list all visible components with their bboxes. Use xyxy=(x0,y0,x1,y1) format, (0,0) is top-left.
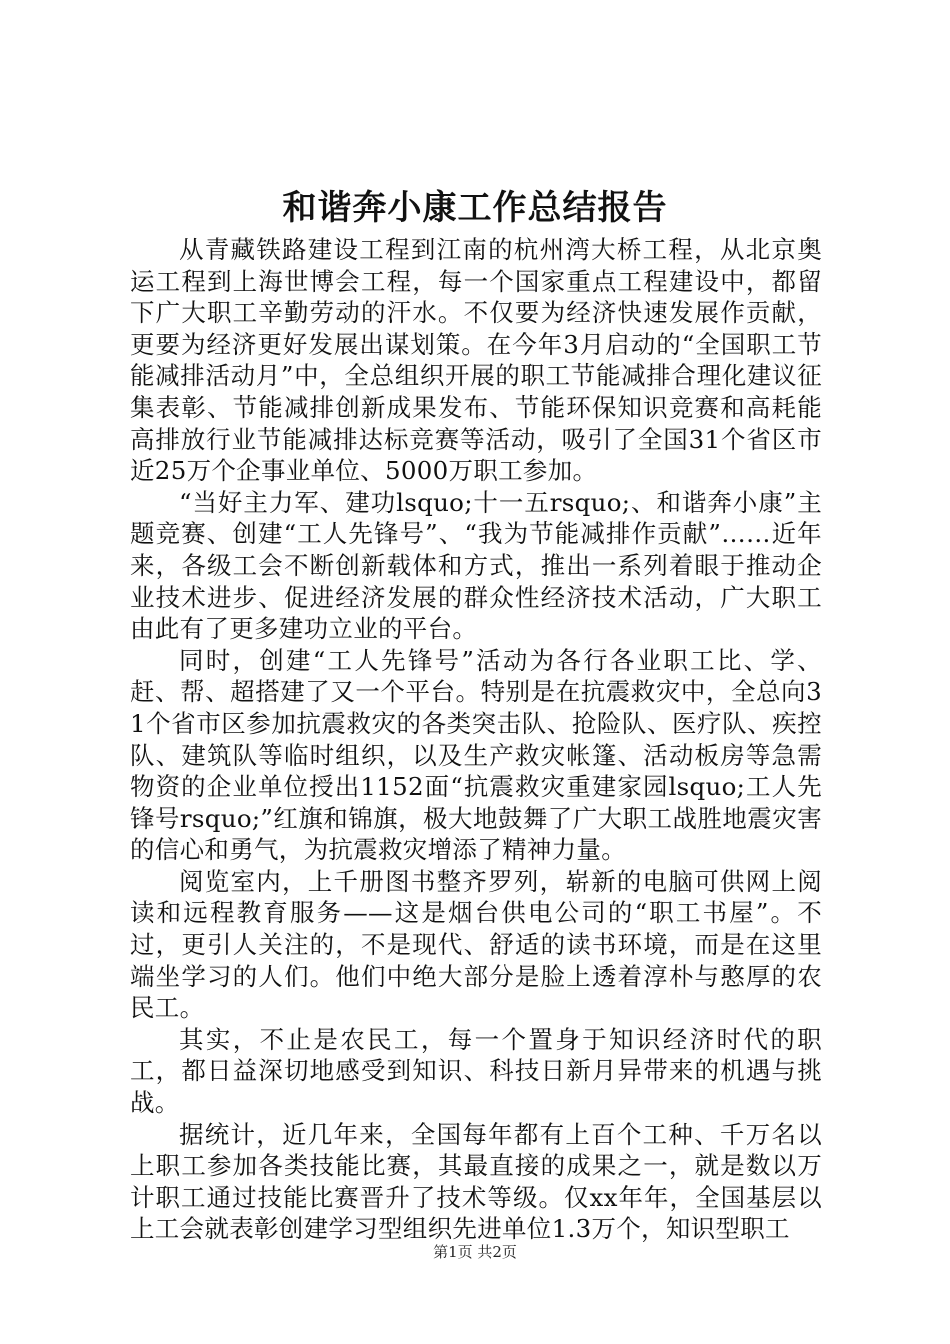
paragraph: 同时，创建“工人先锋号”活动为各行各业职工比、学、赶、帮、超搭建了又一个平台。特别是在抗震救灾中，全总向31个省市区参加抗震救灾的各类突击队、抢险队、医疗队、疾控队、建筑队等临时组织，以及生产救灾帐篷、活动板房等急需物资的企业单位授出1152面“抗震救灾重建家园lsquo;工人先锋号rsquo;”红旗和锦旗，极大地鼓舞了广大职工战胜地震灾害的信心和勇气，为抗震救灾增添了精神力量。 xyxy=(130,645,822,865)
paragraph: 阅览室内，上千册图书整齐罗列，崭新的电脑可供网上阅读和远程教育服务——这是烟台供电公司的“职工书屋”。不过，更引人关注的，不是现代、舒适的读书环境，而是在这里端坐学习的人们。他们中绝大部分是脸上透着淳朴与憨厚的农民工。 xyxy=(130,866,822,1023)
paragraph: “当好主力军、建功lsquo;十一五rsquo;、和谐奔小康”主题竞赛、创建“工人先锋号”、“我为节能减排作贡献”……近年来，各级工会不断创新载体和方式，推出一系列着眼于推动企业技术进步、促进经济发展的群众性经济技术活动，广大职工由此有了更多建功立业的平台。 xyxy=(130,487,822,644)
paragraph: 从青藏铁路建设工程到江南的杭州湾大桥工程，从北京奥运工程到上海世博会工程，每一个国家重点工程建设中，都留下广大职工辛勤劳动的汗水。不仅要为经济快速发展作贡献，更要为经济更好发展出谋划策。在今年3月启动的“全国职工节能减排活动月”中，全总组织开展的职工节能减排合理化建议征集表彰、节能减排创新成果发布、节能环保知识竞赛和高耗能高排放行业节能减排达标竞赛等活动，吸引了全国31个省区市近25万个企事业单位、5000万职工参加。 xyxy=(130,235,822,486)
paragraph: 其实，不止是农民工，每一个置身于知识经济时代的职工，都日益深切地感受到知识、科技日新月异带来的机遇与挑战。 xyxy=(130,1024,822,1118)
paragraph: 据统计，近几年来，全国每年都有上百个工种、千万名以上职工参加各类技能比赛，其最直接的成果之一，就是数以万计职工通过技能比赛晋升了技术等级。仅xx年年，全国基层以上工会就表彰创建学习型组织先进单位1.3万个，知识型职工 xyxy=(130,1119,822,1244)
page-number-footer: 第1页 共2页 xyxy=(433,1243,517,1261)
document-title: 和谐奔小康工作总结报告 xyxy=(282,188,668,228)
document-body xyxy=(130,234,822,1245)
